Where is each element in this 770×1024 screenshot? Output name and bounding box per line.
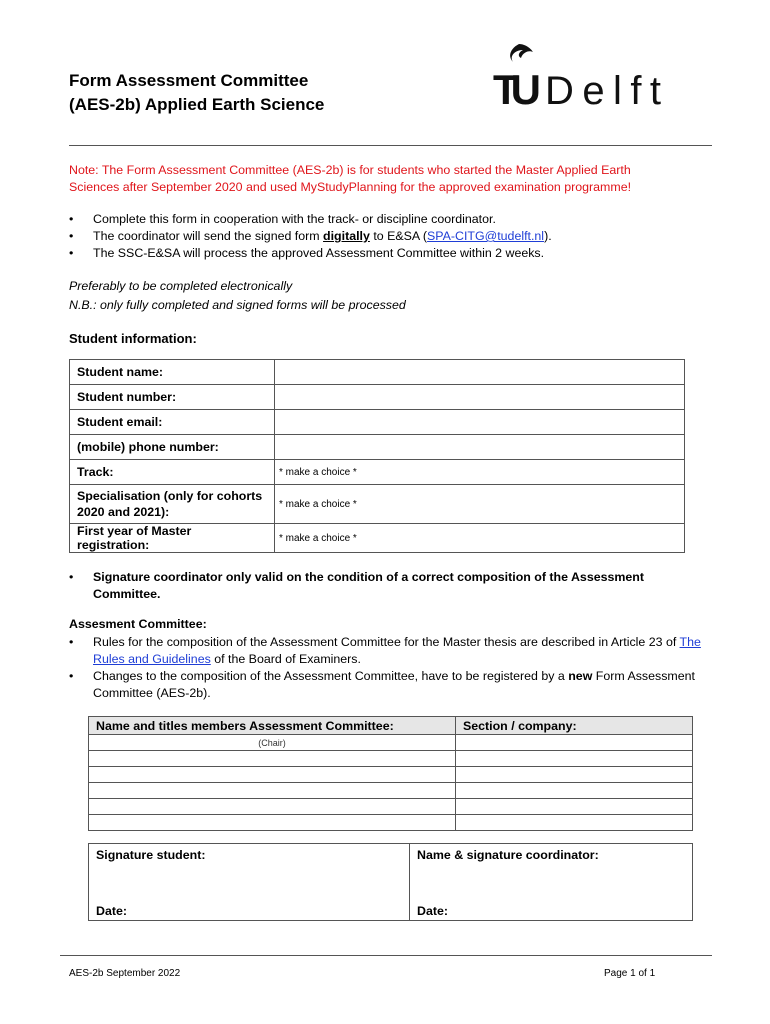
committee-section-header: Section / company:: [456, 717, 693, 735]
committee-member-field[interactable]: [89, 815, 456, 831]
phone-field[interactable]: [275, 435, 685, 460]
committee-section-field[interactable]: [456, 799, 693, 815]
student-info-heading: Student information:: [69, 331, 197, 346]
committee-member-field[interactable]: [89, 751, 456, 767]
footer-divider: [60, 955, 712, 956]
signature-note: • Signature coordinator only valid on the condition of a correct composition of the Assessment Committee.: [69, 569, 713, 603]
track-select[interactable]: * make a choice *: [275, 460, 685, 485]
committee-member-field[interactable]: [89, 783, 456, 799]
svg-text:Delft: Delft: [545, 69, 661, 108]
tudelft-logo: [493, 42, 663, 108]
list-item: • Changes to the composition of the Assessment Committee, have to be registered by a new Form Assessment Committee (AES-2b).: [69, 668, 709, 702]
list-item: • The coordinator will send the signed form digitally to E&SA (SPA-CITG@tudelft.nl).: [69, 228, 709, 245]
first-year-label: First year of Master registration:: [70, 524, 275, 553]
committee-section-field[interactable]: [456, 751, 693, 767]
italic-notes: Preferably to be completed electronically N.B.: only fully completed and signed forms will be processed: [69, 279, 406, 312]
track-label: Track:: [70, 460, 275, 485]
specialisation-select[interactable]: * make a choice *: [275, 485, 685, 524]
committee-member-field[interactable]: [89, 799, 456, 815]
committee-section-field[interactable]: [456, 767, 693, 783]
student-info-table: [69, 359, 685, 553]
list-item: • Rules for the composition of the Assessment Committee for the Master thesis are described in Article 23 of The Rules and Guidelines of the Board of Examiners.: [69, 634, 709, 668]
student-email-field[interactable]: [275, 410, 685, 435]
svg-text:TU: TU: [493, 66, 541, 108]
student-signature-field[interactable]: Signature student: Date:: [89, 844, 410, 921]
committee-section-field[interactable]: [456, 783, 693, 799]
student-number-label: Student number:: [70, 385, 275, 410]
page-title: [69, 69, 324, 117]
committee-section-field[interactable]: [456, 735, 693, 751]
committee-member-field[interactable]: (Chair): [89, 735, 456, 751]
student-date-label: Date:: [96, 904, 127, 918]
rules-guidelines-link[interactable]: The Rules and Guidelines: [93, 635, 701, 666]
page-number: Page 1 of 1: [604, 968, 656, 979]
committee-member-field[interactable]: [89, 767, 456, 783]
instructions-list: [69, 211, 709, 262]
assessment-heading: Assesment Committee:: [69, 617, 207, 631]
list-item: • Complete this form in cooperation with the track- or discipline coordinator.: [69, 211, 709, 228]
assessment-rules: [69, 634, 709, 702]
signature-table: [88, 843, 693, 921]
student-name-field[interactable]: [275, 360, 685, 385]
student-number-field[interactable]: [275, 385, 685, 410]
tudelft-flame-icon: [493, 42, 663, 108]
committee-name-header: Name and titles members Assessment Committee:: [89, 717, 456, 735]
title-line-2: (AES-2b) Applied Earth Science: [69, 95, 325, 114]
list-item: • The SSC-E&SA will process the approved Assessment Committee within 2 weeks.: [69, 245, 709, 262]
header-divider: [69, 145, 712, 146]
first-year-select[interactable]: * make a choice *: [275, 524, 685, 553]
phone-label: (mobile) phone number:: [70, 435, 275, 460]
student-name-label: Student name:: [70, 360, 275, 385]
title-line-1: Form Assessment Committee: [69, 71, 309, 90]
coordinator-signature-field[interactable]: Name & signature coordinator: Date:: [410, 844, 693, 921]
committee-section-field[interactable]: [456, 815, 693, 831]
email-link[interactable]: SPA-CITG@tudelft.nl: [427, 229, 545, 243]
note-text: Note: The Form Assessment Committee (AES-2b) is for students who started the Master Applied Earth Sciences after September 2020 and used MyStudyPlanning for the approved examination programme!: [69, 163, 632, 194]
coordinator-date-label: Date:: [417, 904, 448, 918]
footer-left: AES-2b September 2022: [69, 968, 181, 979]
student-email-label: Student email:: [70, 410, 275, 435]
committee-table: [88, 716, 693, 831]
specialisation-label: Specialisation (only for cohorts 2020 and 2021):: [70, 485, 275, 524]
